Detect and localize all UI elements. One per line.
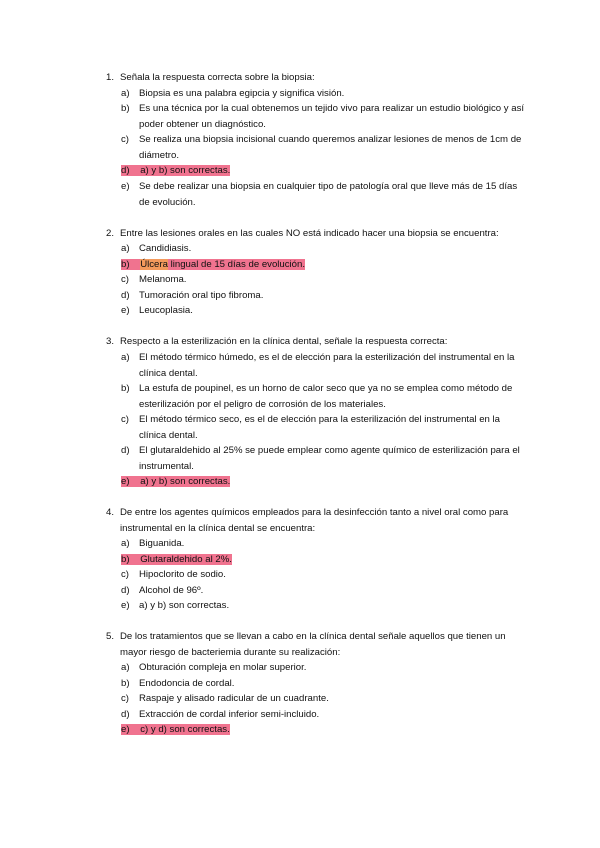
option-4b xyxy=(121,552,526,568)
option-3e xyxy=(121,474,526,490)
question-number: 4. xyxy=(106,507,115,518)
highlighted-answer xyxy=(121,476,230,487)
question-number: 1. xyxy=(106,72,115,83)
option-2e xyxy=(121,303,526,319)
option-letter: b) xyxy=(121,383,130,394)
option-letter: e) xyxy=(121,600,130,611)
option-text: lingual de 15 días de evolución. xyxy=(167,259,306,270)
option-letter: b) xyxy=(121,678,130,689)
option-5e xyxy=(121,722,526,738)
option-letter: e) xyxy=(121,181,130,192)
option-text: El glutaraldehido al 25% se puede emplear como agente químico de esterilización para el instrumental. xyxy=(139,445,520,472)
option-text: El método térmico seco, es el de elección para la esterilización del instrumental en la clínica dental. xyxy=(139,414,501,441)
option-text: El método térmico húmedo, es el de elección para la esterilización del instrumental en la clínica dental. xyxy=(139,352,515,379)
option-text: Melanoma. xyxy=(139,274,187,285)
option-text: Biopsia es una palabra egipcia y significa visión. xyxy=(139,88,345,99)
option-5d xyxy=(121,707,526,723)
option-4c xyxy=(121,567,526,583)
option-3d xyxy=(121,443,526,474)
option-5c xyxy=(121,691,526,707)
option-letter: c) xyxy=(121,274,129,285)
question-number: 3. xyxy=(106,336,115,347)
question-text: De entre los agentes químicos empleados para la desinfección tanto a nivel oral como para instrumental en la clínica dental se encuentra: xyxy=(120,507,509,534)
option-text: Raspaje y alisado radicular de un cuadrante. xyxy=(139,693,329,704)
option-text: a) y b) son correctas. xyxy=(139,600,230,611)
option-text: a) y b) son correctas. xyxy=(140,476,231,487)
option-text: Se debe realizar una biopsia en cualquier tipo de patología oral que lleve más de 15 días de evolución. xyxy=(139,181,518,208)
option-letter: c) xyxy=(121,693,129,704)
option-1c xyxy=(121,132,526,163)
question-2 xyxy=(106,226,526,242)
option-letter: c) xyxy=(121,414,129,425)
option-text: Biguanida. xyxy=(139,538,185,549)
highlighted-answer xyxy=(121,259,305,270)
option-letter: d) xyxy=(121,709,130,720)
option-letter: d) xyxy=(121,445,130,456)
option-letter: e) xyxy=(121,724,130,735)
option-text: Candidiasis. xyxy=(139,243,192,254)
highlighted-answer xyxy=(121,724,230,735)
option-letter: a) xyxy=(121,538,130,549)
highlighted-answer xyxy=(121,165,230,176)
option-4a xyxy=(121,536,526,552)
option-1a xyxy=(121,86,526,102)
question-number: 2. xyxy=(106,228,115,239)
option-text: a) y b) son correctas. xyxy=(140,165,231,176)
highlighted-word: Úlcera xyxy=(140,259,168,270)
question-text: Señala la respuesta correcta sobre la biopsia: xyxy=(120,72,315,83)
option-text: Se realiza una biopsia incisional cuando queremos analizar lesiones de menos de 1cm de diámetro. xyxy=(139,134,522,161)
question-text: Entre las lesiones orales en las cuales NO está indicado hacer una biopsia se encuentra: xyxy=(120,228,499,239)
option-4e xyxy=(121,598,526,614)
question-text: De los tratamientos que se llevan a cabo en la clínica dental señale aquellos que tienen un mayor riesgo de bacteriemia durante su realización: xyxy=(120,631,506,658)
option-letter: b) xyxy=(121,554,130,565)
option-letter: d) xyxy=(121,165,130,176)
option-1e xyxy=(121,179,526,210)
option-letter: d) xyxy=(121,585,130,596)
option-3b xyxy=(121,381,526,412)
option-3c xyxy=(121,412,526,443)
option-text: Es una técnica por la cual obtenemos un tejido vivo para realizar un estudio biológico y así poder obtener un diagnóstico. xyxy=(139,103,525,130)
option-text: Endodoncia de cordal. xyxy=(139,678,235,689)
option-text: Extracción de cordal inferior semi-incluido. xyxy=(139,709,320,720)
option-text: c) y d) son correctas. xyxy=(140,724,230,735)
question-3 xyxy=(106,334,526,350)
option-3a xyxy=(121,350,526,381)
question-4 xyxy=(106,505,526,536)
option-1d xyxy=(121,163,526,179)
option-letter: e) xyxy=(121,476,130,487)
option-4d xyxy=(121,583,526,599)
option-1b xyxy=(121,101,526,132)
option-letter: a) xyxy=(121,662,130,673)
option-text: Glutaraldehido al 2%. xyxy=(140,554,232,565)
option-letter: b) xyxy=(121,259,130,270)
option-2c xyxy=(121,272,526,288)
option-letter: c) xyxy=(121,134,129,145)
option-letter: b) xyxy=(121,103,130,114)
highlighted-answer xyxy=(121,554,232,565)
option-5b xyxy=(121,676,526,692)
option-letter: a) xyxy=(121,243,130,254)
question-5 xyxy=(106,629,526,660)
option-letter: c) xyxy=(121,569,129,580)
option-5a xyxy=(121,660,526,676)
option-text: Leucoplasia. xyxy=(139,305,193,316)
option-letter: e) xyxy=(121,305,130,316)
option-letter: a) xyxy=(121,352,130,363)
option-2a xyxy=(121,241,526,257)
option-text: Obturación compleja en molar superior. xyxy=(139,662,307,673)
question-1 xyxy=(106,70,526,86)
option-letter: d) xyxy=(121,290,130,301)
option-text: La estufa de poupinel, es un horno de calor seco que ya no se emplea como método de esterilización por el peligro de corrosión de los materiales. xyxy=(139,383,513,410)
question-text: Respecto a la esterilización en la clínica dental, señale la respuesta correcta: xyxy=(120,336,448,347)
option-text: Tumoración oral tipo fibroma. xyxy=(139,290,264,301)
question-number: 5. xyxy=(106,631,115,642)
option-letter: a) xyxy=(121,88,130,99)
option-2b xyxy=(121,257,526,273)
option-text: Hipoclorito de sodio. xyxy=(139,569,226,580)
option-2d xyxy=(121,288,526,304)
option-text: Alcohol de 96º. xyxy=(139,585,204,596)
